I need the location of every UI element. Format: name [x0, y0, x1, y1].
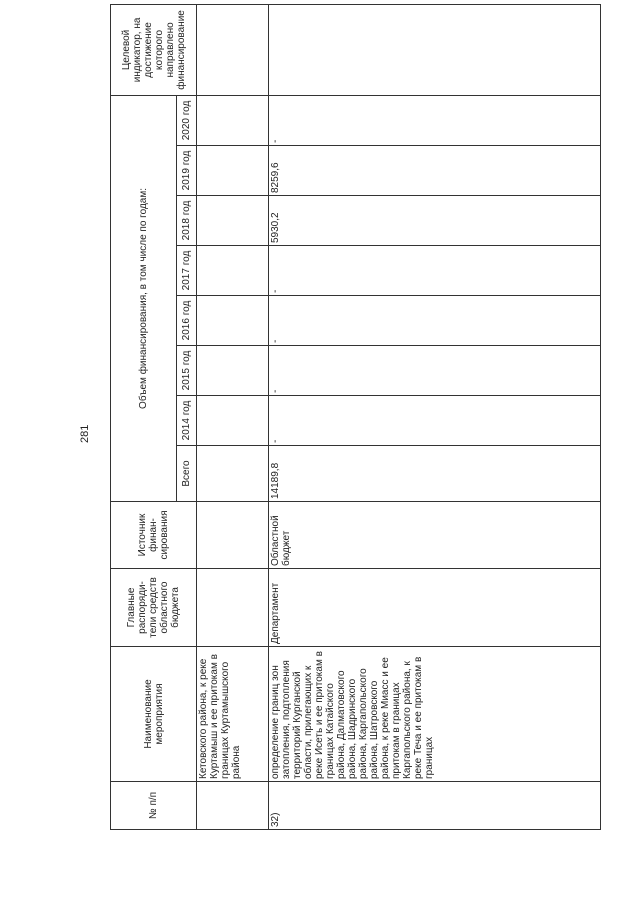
header-managers: Главные распоряди-тели средств областного бюджета	[111, 569, 197, 647]
cell-manager: Департамент	[269, 569, 601, 647]
cell-year-2016: -	[269, 296, 601, 346]
cell-num	[197, 782, 269, 830]
cell-manager	[197, 569, 269, 647]
cell-total	[197, 446, 269, 502]
cell-year-2018	[197, 196, 269, 246]
cell-name: определение границ зон затопления, подтопления территорий Курганской области, прилегающих к реке Исеть и ее притокам в границах Катайского района, Далматовского района, Шадринского района, Каргапольского района, Шатровского района, к реке Миасс и ее притокам в границах Каргапольского района, к реке Теча и ее притокам в границах	[269, 647, 601, 782]
cell-year-2019	[197, 146, 269, 196]
financing-table	[110, 4, 601, 830]
cell-year-2020	[197, 95, 269, 145]
cell-total: 14189,8	[269, 446, 601, 502]
rotated-page-table	[110, 10, 605, 830]
cell-year-2020: -	[269, 95, 601, 145]
table-row	[197, 4, 269, 829]
header-source: Источник финан-сирования	[111, 502, 197, 569]
header-year-2019: 2019 год	[177, 146, 197, 196]
cell-year-2016	[197, 296, 269, 346]
cell-year-2017	[197, 246, 269, 296]
cell-num: 32)	[269, 782, 601, 830]
cell-year-2019: 8259,6	[269, 146, 601, 196]
cell-target	[197, 4, 269, 95]
page-number: 281	[79, 424, 91, 443]
header-year-2015: 2015 год	[177, 346, 197, 396]
header-target: Целевой индикатор, на достижение которого направлено финансирование	[111, 4, 197, 95]
header-volume: Объем финансирования, в том числе по годам:	[111, 95, 177, 501]
cell-year-2015	[197, 346, 269, 396]
cell-year-2014	[197, 396, 269, 446]
cell-year-2015: -	[269, 346, 601, 396]
cell-year-2014: -	[269, 396, 601, 446]
header-total: Всего	[177, 446, 197, 502]
cell-year-2017: -	[269, 246, 601, 296]
cell-name: Кетовского района, к реке Куртамыш и ее притокам в границах Куртамышского района	[197, 647, 269, 782]
header-name: Наименование мероприятия	[111, 647, 197, 782]
header-year-2020: 2020 год	[177, 95, 197, 145]
cell-target	[269, 4, 601, 95]
header-year-2017: 2017 год	[177, 246, 197, 296]
header-year-2018: 2018 год	[177, 196, 197, 246]
cell-source: Областной бюджет	[269, 502, 601, 569]
cell-year-2018: 5930,2	[269, 196, 601, 246]
cell-source	[197, 502, 269, 569]
table-row	[269, 4, 601, 829]
header-num: № п/п	[111, 782, 197, 830]
header-year-2014: 2014 год	[177, 396, 197, 446]
header-year-2016: 2016 год	[177, 296, 197, 346]
